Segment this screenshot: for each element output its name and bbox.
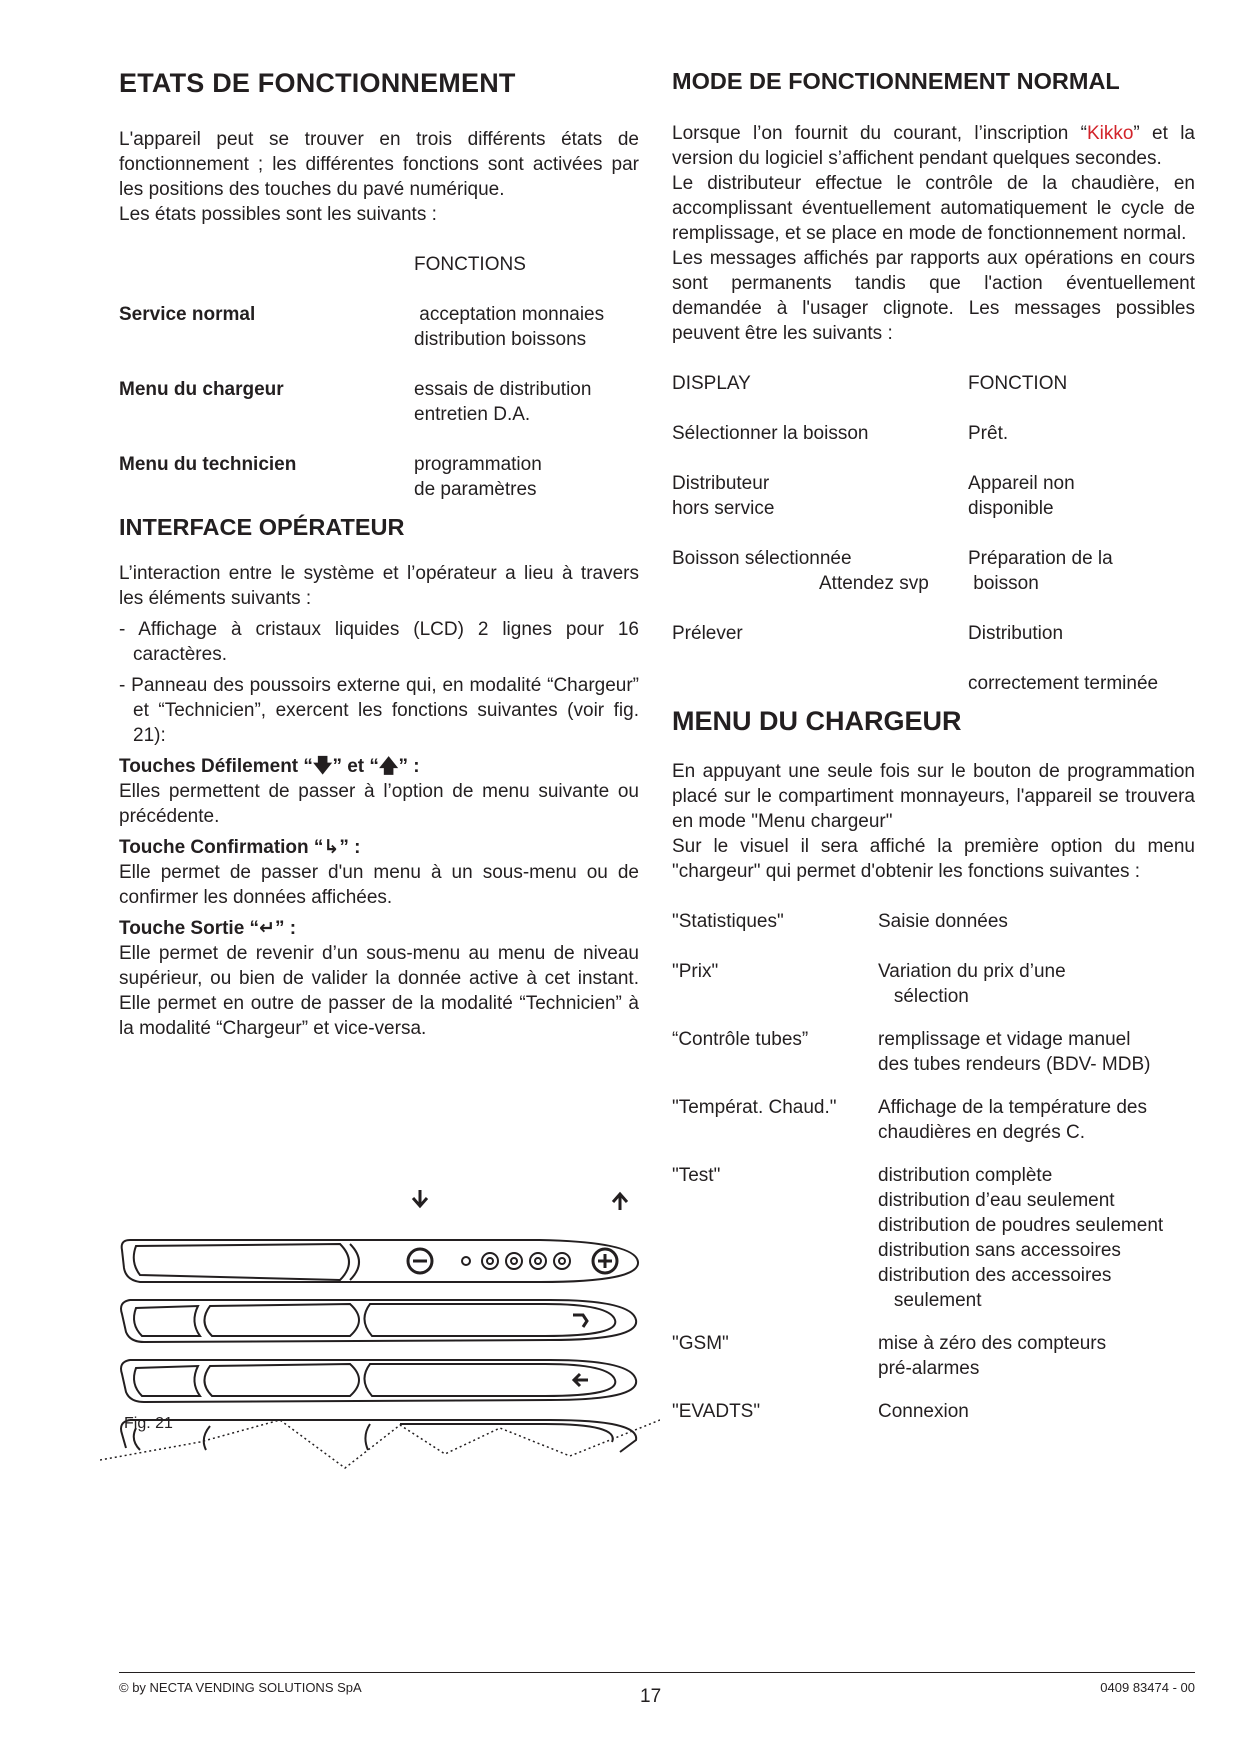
arrow-down-icon [413,1190,427,1206]
menu-item-row [672,959,1195,1009]
message-row [672,621,1195,646]
menu-item-desc: des tubes rendeurs (BDV- MDB) [878,1054,1151,1075]
menu-paragraph-2: Sur le visuel il sera affiché la première option du menu "chargeur" qui permet d'obtenir les fonctions suivantes : [672,836,1195,882]
key-text-exit: Elle permet de revenir d’un sous-menu au menu de niveau supérieur, ou bien de valider la donnée active à cet instant. Elle permet en outre de passer de la modalité “Technicien” à la modalité “Chargeur” et vice-versa. [119,943,639,1039]
key-text-scroll: Elles permettent de passer à l’option de menu suivante ou précédente. [119,781,639,827]
section-title-menu-chargeur: MENU DU CHARGEUR [672,706,962,736]
message-display [672,671,968,696]
message-display: Boisson sélectionnée [672,548,852,569]
exit-arrow-icon: ↵ [259,918,275,939]
state-row [119,302,639,352]
menu-item-desc: distribution sans accessoires [878,1240,1121,1261]
menu-item-row [672,1027,1195,1077]
arrow-up-icon [613,1194,627,1210]
function-header: FONCTION [968,373,1068,394]
etats-intro-1: L'appareil peut se trouver en trois différents états de fonctionnement ; les différentes fonctions sont activées par les positions des touches du pavé numérique. [119,129,639,200]
menu-item-name: “Contrôle tubes” [672,1029,809,1050]
plus-button [593,1249,617,1273]
menu-item-desc: remplissage et vidage manuel [878,1029,1131,1050]
menu-item-desc: pré-alarmes [878,1358,980,1379]
menu-item-name: "EVADTS" [672,1401,761,1422]
menu-paragraph-1: En appuyant une seule fois sur le bouton de programmation placé sur le compartiment monnayeurs, l'appareil se trouvera en mode "Menu chargeur" [672,761,1195,832]
indicator-dots [462,1253,570,1269]
message-function: Préparation de la [968,548,1113,569]
message-function: disponible [968,498,1054,519]
state-row [119,377,639,427]
mode-paragraph-2: Le distributeur effectue le contrôle de la chaudière, en accomplissant éventuellement automatiquement le cycle de remplissage, et se place en mode de fonctionnement normal. [672,173,1195,244]
state-name: Menu du technicien [119,454,297,475]
message-row [672,671,1195,696]
section-title-mode-normal: MODE DE FONCTIONNEMENT NORMAL [672,68,1120,94]
state-function: programmation [414,454,542,475]
menu-item-desc: distribution d’eau seulement [878,1190,1115,1211]
messages-header-row [672,371,1195,396]
confirm-arrow-icon [573,1315,587,1327]
cut-line [100,1420,660,1468]
menu-item-desc: Connexion [878,1401,969,1422]
menu-item-name: "Prix" [672,961,719,982]
right-column [672,60,1195,1424]
message-row [672,471,1195,521]
left-column [119,60,639,1041]
menu-item-desc: sélection [878,986,969,1007]
key-title-confirm: Touche Confirmation “↳” : [119,837,361,858]
state-function: de paramètres [414,479,537,500]
menu-item-name: "GSM" [672,1333,729,1354]
footer-rule [119,1672,1195,1673]
menu-item-desc: Variation du prix d’une [878,961,1066,982]
message-display: Attendez svp [819,573,929,594]
keypad-panel-figure [100,1180,660,1510]
menu-item-row [672,909,1195,934]
message-function: boisson [968,573,1039,594]
message-display: hors service [672,498,775,519]
exit-arrow-icon [574,1374,588,1386]
arrow-up-icon: 🡅 [378,756,399,777]
menu-item-desc: chaudières en degrés C. [878,1122,1086,1143]
menu-item-desc: Saisie données [878,911,1008,932]
page-number: 17 [640,1686,662,1707]
menu-item-name: "Test" [672,1165,721,1186]
etats-intro-2: Les états possibles sont les suivants : [119,204,437,225]
menu-item-name: "Températ. Chaud." [672,1097,837,1118]
state-row [119,452,639,502]
message-function: Distribution [968,623,1064,644]
section-title-etats: ETATS DE FONCTIONNEMENT [119,68,516,98]
menu-item-desc: mise à zéro des compteurs [878,1333,1107,1354]
key-title-exit: Touche Sortie “↵” : [119,918,297,939]
mode-paragraph-1: Lorsque l’on fournit du courant, l’inscription “Kikko” et la version du logiciel s’affichent pendant quelques secondes. [672,123,1195,169]
key-title-scroll: Touches Défilement “🡇” et “🡅” : [119,756,420,777]
footer-copyright: © by NECTA VENDING SOLUTIONS SpA [119,1680,362,1695]
menu-item-desc: Affichage de la température des [878,1097,1147,1118]
menu-item-row [672,1399,1195,1424]
menu-item-name: "Statistiques" [672,911,784,932]
menu-item-row [672,1163,1195,1313]
menu-item-desc: distribution complète [878,1165,1053,1186]
display-header: DISPLAY [672,373,751,394]
state-name: Menu du chargeur [119,379,284,400]
message-function: Prêt. [968,423,1009,444]
message-display: Sélectionner la boisson [672,423,869,444]
state-function: distribution boissons [414,329,587,350]
arrow-down-icon: 🡇 [312,756,333,777]
menu-item-row [672,1331,1195,1381]
state-function: essais de distribution [414,379,592,400]
message-display: Distributeur [672,473,770,494]
message-display: Prélever [672,623,743,644]
state-function: entretien D.A. [414,404,531,425]
brand-name: Kikko [1086,123,1134,144]
menu-item-desc: distribution des accessoires [878,1265,1112,1286]
message-function: Appareil non [968,473,1075,494]
mode-paragraph-3: Les messages affichés par rapports aux opérations en cours sont permanents tandis que l'action éventuellement demandée à l'usager clignote. Les messages possibles peuvent être les suivants : [672,248,1195,344]
interface-intro: L’interaction entre le système et l’opérateur a lieu à travers les éléments suivants : [119,563,639,609]
minus-button [408,1249,432,1273]
state-function: acceptation monnaies [414,304,605,325]
menu-item-row [672,1095,1195,1145]
bullet-panel: - Panneau des poussoirs externe qui, en modalité “Chargeur” et “Technicien”, exercent les fonctions suivantes (voir fig. 21): [119,675,639,746]
menu-item-desc: seulement [878,1290,982,1311]
key-text-confirm: Elle permet de passer d'un menu à un sous-menu ou de confirmer les données affichées. [119,862,639,908]
functions-header-row [119,252,639,277]
section-title-interface: INTERFACE OPÉRATEUR [119,514,405,540]
menu-item-desc: distribution de poudres seulement [878,1215,1164,1236]
message-row [672,421,1195,446]
footer-doc-code: 0409 83474 - 00 [1100,1680,1195,1695]
confirm-arrow-icon: ↳ [323,837,340,858]
state-name: Service normal [119,304,256,325]
functions-header: FONCTIONS [414,254,526,275]
message-row [672,546,1195,596]
bullet-lcd: - Affichage à cristaux liquides (LCD) 2 lignes pour 16 caractères. [119,619,639,665]
message-function: correctement terminée [968,673,1159,694]
figure-label: Fig. 21 [124,1415,173,1432]
